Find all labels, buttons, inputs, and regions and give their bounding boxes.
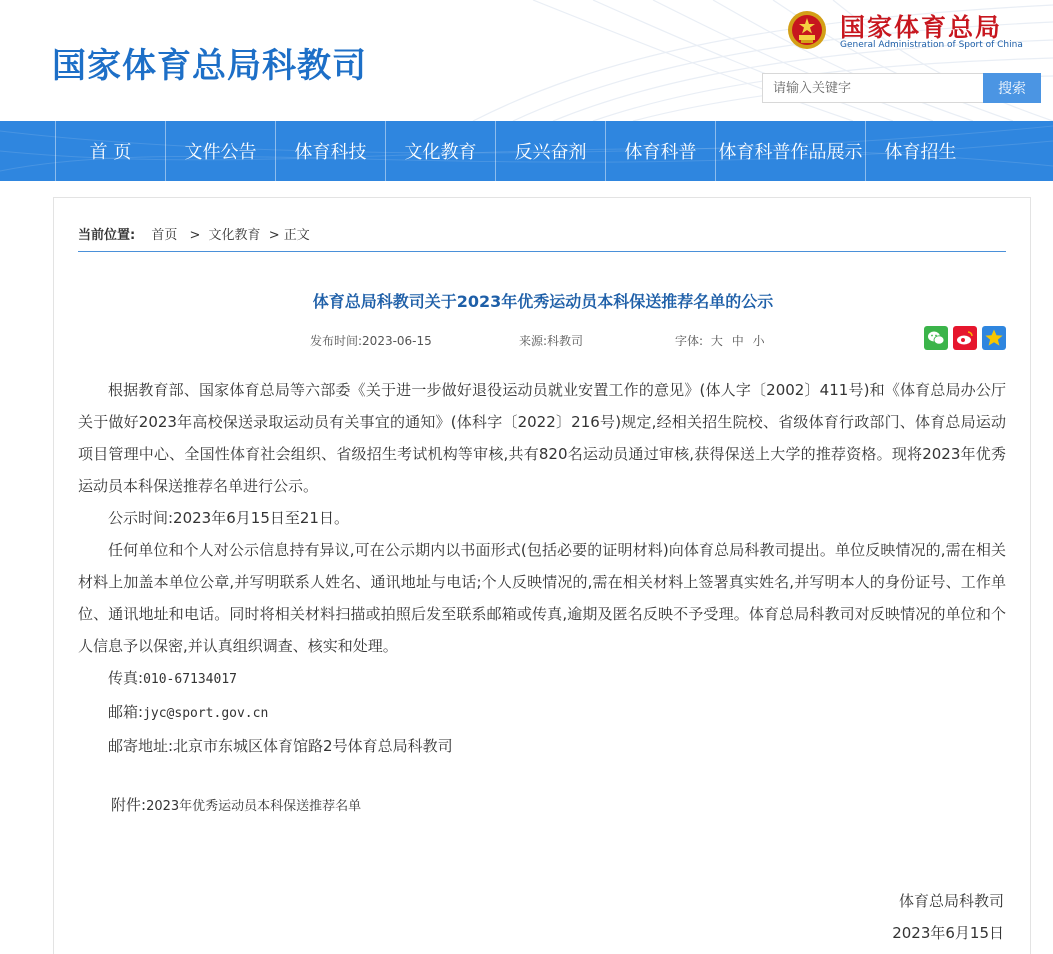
fax-line bbox=[78, 662, 1006, 696]
article-source: 来源:科教司 bbox=[519, 334, 584, 348]
attachment-label: 附件: bbox=[111, 796, 147, 814]
nav-item-sports-tech[interactable]: 体育科技 bbox=[275, 121, 385, 181]
article-paragraph: 根据教育部、国家体育总局等六部委《关于进一步做好退役运动员就业安置工作的意见》(体人字〔2002〕411号)和《体育总局办公厅关于做好2023年高校保送录取运动员有关事宜的通知》(体科字〔2022〕216号)规定,经相关招生院校、省级体育行政部门、体育总局运动项目管理中心、全国性体育社会组织、省级招生考试机构等审核,共有820名运动员通过审核,获得保送上大学的推荐资格。现将2023年优秀运动员本科保送推荐名单进行公示。 bbox=[78, 381, 1006, 495]
mailing-address: 邮寄地址:北京市东城区体育馆路2号体育总局科教司 bbox=[108, 737, 453, 755]
attachment-link[interactable]: 2023年优秀运动员本科保送推荐名单 bbox=[146, 799, 362, 814]
agency-name-en: General Administration of Sport of China bbox=[840, 40, 1023, 50]
signature: 体育总局科教司 bbox=[898, 892, 1004, 910]
nav-list bbox=[55, 121, 975, 181]
font-size-control bbox=[675, 332, 765, 349]
search-button[interactable]: 搜索 bbox=[983, 73, 1041, 103]
weibo-icon bbox=[956, 330, 974, 346]
breadcrumb-divider bbox=[78, 251, 1006, 252]
nav-item-home[interactable]: 首 页 bbox=[55, 121, 165, 181]
nav-item-anti-doping[interactable]: 反兴奋剂 bbox=[495, 121, 605, 181]
font-size-label: 字体: bbox=[675, 334, 704, 348]
fax-value: 010-67134017 bbox=[143, 672, 237, 687]
attachment bbox=[111, 794, 361, 815]
nav-item-announcements[interactable]: 文件公告 bbox=[165, 121, 275, 181]
font-size-medium[interactable]: 中 bbox=[731, 334, 744, 348]
publish-time: 发布时间:2023-06-15 bbox=[310, 334, 432, 348]
favorite-share-button[interactable] bbox=[982, 326, 1006, 350]
email-line bbox=[78, 696, 1006, 730]
site-title[interactable]: 国家体育总局科教司 bbox=[52, 46, 367, 86]
main-navigation bbox=[0, 121, 1053, 181]
fax-label: 传真: bbox=[108, 669, 144, 687]
nav-item-science-works[interactable]: 体育科普作品展示 bbox=[715, 121, 865, 181]
font-size-large[interactable]: 大 bbox=[710, 334, 723, 348]
article-body bbox=[78, 374, 1006, 762]
national-emblem-icon bbox=[786, 9, 828, 51]
weibo-share-button[interactable] bbox=[953, 326, 977, 350]
wechat-icon bbox=[927, 330, 945, 346]
breadcrumb-current: > 正文 bbox=[268, 228, 310, 243]
favorite-star-icon bbox=[984, 328, 1004, 348]
breadcrumb-label: 当前位置: bbox=[78, 228, 136, 243]
article-container bbox=[53, 197, 1031, 954]
agency-name-cn: 国家体育总局 bbox=[840, 13, 1003, 42]
nav-item-culture-education[interactable]: 文化教育 bbox=[385, 121, 495, 181]
wechat-share-button[interactable] bbox=[924, 326, 948, 350]
search-input[interactable] bbox=[762, 73, 984, 103]
nav-item-admissions[interactable]: 体育招生 bbox=[865, 121, 975, 181]
email-value: jyc@sport.gov.cn bbox=[143, 706, 269, 721]
breadcrumb-culture-education[interactable]: 文化教育 bbox=[208, 228, 261, 243]
site-header bbox=[0, 0, 1053, 121]
email-label: 邮箱: bbox=[108, 703, 144, 721]
nav-item-science-popularization[interactable]: 体育科普 bbox=[605, 121, 715, 181]
font-size-small[interactable]: 小 bbox=[752, 334, 765, 348]
breadcrumb-separator: > bbox=[189, 228, 201, 243]
article-title: 体育总局科教司关于2023年优秀运动员本科保送推荐名单的公示 bbox=[312, 292, 774, 311]
breadcrumb-home[interactable]: 首页 bbox=[151, 228, 178, 243]
breadcrumb bbox=[78, 224, 314, 243]
article-paragraph: 公示时间:2023年6月15日至21日。 bbox=[108, 509, 349, 527]
article-paragraph: 任何单位和个人对公示信息持有异议,可在公示期内以书面形式(包括必要的证明材料)向体育总局科教司提出。单位反映情况的,需在相关材料上加盖本单位公章,并写明联系人姓名、通讯地址与电话;个人反映情况的,需在相关材料上签署真实姓名,并写明本人的身份证号、工作单位、通讯地址和电话。同时将相关材料扫描或拍照后发至联系邮箱或传真,逾期及匿名反映不予受理。体育总局科教司对反映情况的单位和个人信息予以保密,并认真组织调查、核实和处理。 bbox=[78, 541, 1006, 655]
signature-date: 2023年6月15日 bbox=[892, 924, 1004, 942]
